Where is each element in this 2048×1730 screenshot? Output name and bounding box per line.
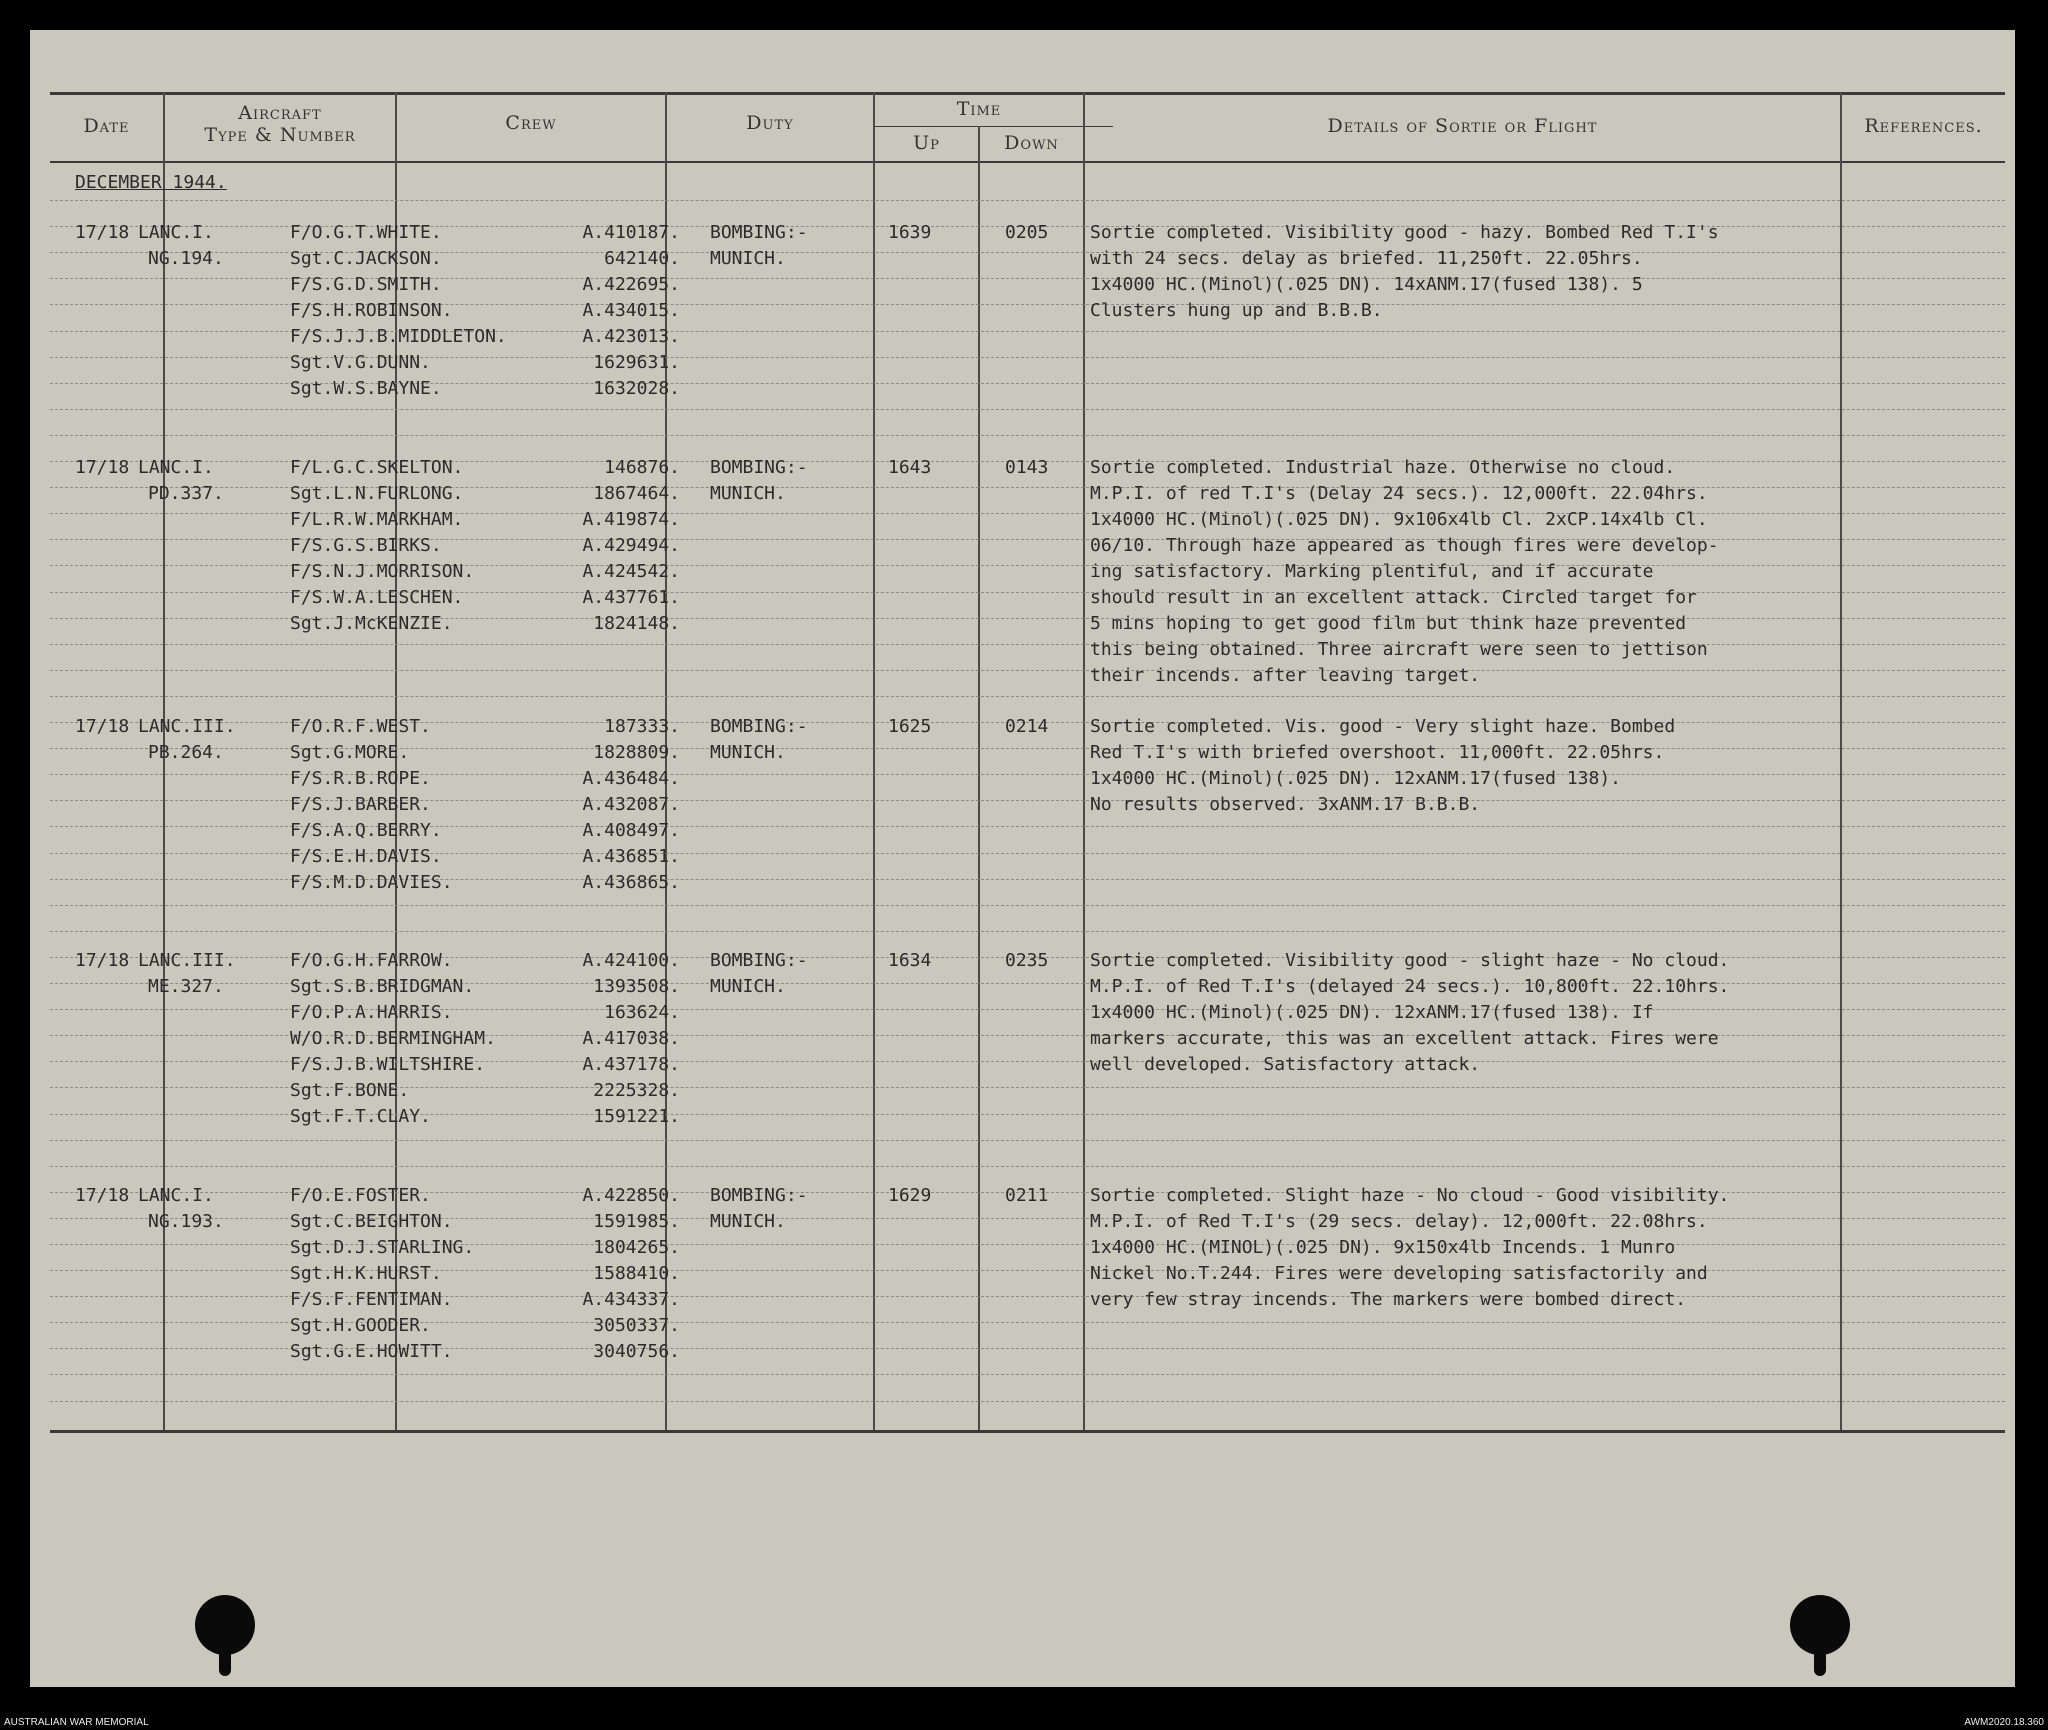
detail-line: Sortie completed. Vis. good - Very slight haze. Bombed: [1090, 716, 1676, 737]
duty-type: BOMBING:-: [710, 950, 808, 971]
sortie-date: 17/18: [75, 457, 130, 478]
crew-name: F/S.G.S.BIRKS.: [290, 535, 442, 556]
time-down: 0143: [1005, 457, 1049, 478]
crew-member: [290, 246, 680, 272]
crew-member: [290, 455, 680, 481]
header-details: Details of Sortie or Flight: [1327, 115, 1598, 137]
crew-name: Sgt.S.B.BRIDGMAN.: [290, 976, 475, 997]
ruled-line: [50, 1374, 2005, 1375]
crew-service-number: 1828809.: [593, 742, 680, 763]
sortie-date: 17/18: [75, 716, 130, 737]
detail-line: 1x4000 HC.(Minol)(.025 DN). 9x106x4lb Cl. 2xCP.14x4lb Cl.: [1090, 509, 1708, 530]
detail-line: No results observed. 3xANM.17 B.B.B.: [1090, 794, 1481, 815]
crew-service-number: A.422695.: [582, 274, 680, 295]
top-rule: [50, 92, 2005, 95]
crew-name: Sgt.L.N.FURLONG.: [290, 483, 464, 504]
crew-member: [290, 533, 680, 559]
footer-reference: AWM2020.18.360: [1964, 1717, 2044, 1728]
detail-line: 5 mins hoping to get good film but think haze prevented: [1090, 613, 1687, 634]
crew-member: [290, 585, 680, 611]
crew-member: [290, 1313, 680, 1339]
aircraft-number: NG.193.: [148, 1211, 224, 1232]
header-aircraft-type: Type & Number: [204, 124, 356, 146]
crew-member: [290, 766, 680, 792]
detail-line: Sortie completed. Slight haze - No cloud - Good visibility.: [1090, 1185, 1730, 1206]
crew-member: [290, 611, 680, 637]
crew-member: [290, 1339, 680, 1365]
aircraft-type: LANC.III.: [138, 716, 236, 737]
crew-name: W/O.R.D.BERMINGHAM.: [290, 1028, 496, 1049]
crew-service-number: A.434337.: [582, 1289, 680, 1310]
duty-target: MUNICH.: [710, 976, 786, 997]
crew-name: F/O.R.F.WEST.: [290, 716, 431, 737]
header-aircraft: Aircraft: [238, 102, 322, 124]
crew-member: [290, 481, 680, 507]
crew-name: Sgt.C.JACKSON.: [290, 248, 442, 269]
aircraft-type: LANC.I.: [138, 457, 214, 478]
crew-name: F/L.G.C.SKELTON.: [290, 457, 464, 478]
binder-peg-right: [1814, 1630, 1826, 1676]
crew-service-number: 1588410.: [593, 1263, 680, 1284]
duty-type: BOMBING:-: [710, 716, 808, 737]
sortie-date: 17/18: [75, 950, 130, 971]
time-up: 1639: [888, 222, 932, 243]
crew-name: F/S.J.B.WILTSHIRE.: [290, 1054, 486, 1075]
time-up: 1625: [888, 716, 932, 737]
ruled-line: [50, 1401, 2005, 1402]
crew-member: [290, 559, 680, 585]
crew-service-number: 1867464.: [593, 483, 680, 504]
crew-name: F/S.A.Q.BERRY.: [290, 820, 442, 841]
binder-peg-left: [219, 1630, 231, 1676]
detail-line: with 24 secs. delay as briefed. 11,250ft. 22.05hrs.: [1090, 248, 1643, 269]
crew-service-number: 146876.: [604, 457, 680, 478]
crew-service-number: 1804265.: [593, 1237, 680, 1258]
crew-name: Sgt.G.MORE.: [290, 742, 410, 763]
detail-line: 06/10. Through haze appeared as though fires were develop-: [1090, 535, 1719, 556]
crew-member: [290, 1287, 680, 1313]
crew-service-number: 2225328.: [593, 1080, 680, 1101]
ruled-line: [50, 1166, 2005, 1167]
time-up: 1643: [888, 457, 932, 478]
crew-service-number: 1824148.: [593, 613, 680, 634]
crew-service-number: A.424542.: [582, 561, 680, 582]
crew-name: F/S.J.BARBER.: [290, 794, 431, 815]
crew-member: [290, 974, 680, 1000]
crew-member: [290, 792, 680, 818]
crew-service-number: 1393508.: [593, 976, 680, 997]
crew-service-number: 3040756.: [593, 1341, 680, 1362]
crew-service-number: A.436484.: [582, 768, 680, 789]
detail-line: Nickel No.T.244. Fires were developing satisfactorily and: [1090, 1263, 1708, 1284]
detail-line: this being obtained. Three aircraft were seen to jettison: [1090, 639, 1708, 660]
aircraft-type: LANC.I.: [138, 1185, 214, 1206]
header-time: Time: [956, 98, 1002, 120]
crew-name: F/S.M.D.DAVIES.: [290, 872, 453, 893]
col-line: [1840, 92, 1842, 1430]
crew-name: Sgt.C.BEIGHTON.: [290, 1211, 453, 1232]
sortie-date: 17/18: [75, 222, 130, 243]
crew-member: [290, 1209, 680, 1235]
aircraft-number: PB.264.: [148, 742, 224, 763]
aircraft-number: PD.337.: [148, 483, 224, 504]
crew-service-number: A.422850.: [582, 1185, 680, 1206]
crew-name: Sgt.J.McKENZIE.: [290, 613, 453, 634]
col-line: [1083, 92, 1085, 1430]
duty-target: MUNICH.: [710, 742, 786, 763]
detail-line: very few stray incends. The markers were bombed direct.: [1090, 1289, 1687, 1310]
crew-name: Sgt.F.BONE.: [290, 1080, 410, 1101]
crew-service-number: A.437761.: [582, 587, 680, 608]
crew-service-number: 642140.: [604, 248, 680, 269]
crew-member: [290, 1000, 680, 1026]
crew-name: F/S.G.D.SMITH.: [290, 274, 442, 295]
crew-name: F/S.H.ROBINSON.: [290, 300, 453, 321]
crew-name: Sgt.V.G.DUNN.: [290, 352, 431, 373]
crew-service-number: A.432087.: [582, 794, 680, 815]
crew-name: F/S.J.J.B.MIDDLETON.: [290, 326, 507, 347]
detail-line: 1x4000 HC.(MINOL)(.025 DN). 9x150x4lb Incends. 1 Munro: [1090, 1237, 1676, 1258]
detail-line: should result in an excellent attack. Circled target for: [1090, 587, 1697, 608]
time-up: 1629: [888, 1185, 932, 1206]
col-line: [873, 92, 875, 1430]
month-label: DECEMBER 1944.: [75, 172, 227, 193]
crew-service-number: A.408497.: [582, 820, 680, 841]
crew-name: Sgt.F.T.CLAY.: [290, 1106, 431, 1127]
crew-service-number: 187333.: [604, 716, 680, 737]
crew-name: F/S.W.A.LESCHEN.: [290, 587, 464, 608]
detail-line: Clusters hung up and B.B.B.: [1090, 300, 1383, 321]
ruled-line: [50, 200, 2005, 201]
detail-line: their incends. after leaving target.: [1090, 665, 1481, 686]
crew-service-number: A.423013.: [582, 326, 680, 347]
crew-member: [290, 740, 680, 766]
crew-member: [290, 272, 680, 298]
crew-service-number: 1591221.: [593, 1106, 680, 1127]
crew-name: F/O.G.H.FARROW.: [290, 950, 453, 971]
time-down: 0205: [1005, 222, 1049, 243]
detail-line: 1x4000 HC.(Minol)(.025 DN). 12xANM.17(fused 138). If: [1090, 1002, 1654, 1023]
crew-member: [290, 1183, 680, 1209]
detail-line: Sortie completed. Visibility good - hazy. Bombed Red T.I's: [1090, 222, 1719, 243]
ruled-line: [50, 696, 2005, 697]
aircraft-number: ME.327.: [148, 976, 224, 997]
footer-source: AUSTRALIAN WAR MEMORIAL: [4, 1717, 149, 1728]
crew-service-number: A.437178.: [582, 1054, 680, 1075]
crew-service-number: A.410187.: [582, 222, 680, 243]
crew-member: [290, 844, 680, 870]
time-up: 1634: [888, 950, 932, 971]
crew-name: F/O.P.A.HARRIS.: [290, 1002, 453, 1023]
duty-target: MUNICH.: [710, 483, 786, 504]
record-sheet: [30, 30, 2015, 1687]
ruled-line: [50, 670, 2005, 671]
crew-member: [290, 1052, 680, 1078]
crew-name: F/S.F.FENTIMAN.: [290, 1289, 453, 1310]
header-duty: Duty: [746, 112, 794, 134]
crew-service-number: A.417038.: [582, 1028, 680, 1049]
detail-line: 1x4000 HC.(Minol)(.025 DN). 12xANM.17(fused 138).: [1090, 768, 1622, 789]
ruled-line: [50, 931, 2005, 932]
crew-name: F/S.N.J.MORRISON.: [290, 561, 475, 582]
crew-service-number: A.419874.: [582, 509, 680, 530]
header-references: References.: [1864, 115, 1983, 137]
crew-member: [290, 1235, 680, 1261]
crew-name: Sgt.H.GOODER.: [290, 1315, 431, 1336]
duty-type: BOMBING:-: [710, 222, 808, 243]
col-line: [978, 126, 980, 1430]
crew-service-number: 1591985.: [593, 1211, 680, 1232]
detail-line: Red T.I's with briefed overshoot. 11,000ft. 22.05hrs.: [1090, 742, 1665, 763]
crew-member: [290, 714, 680, 740]
crew-member: [290, 376, 680, 402]
detail-line: well developed. Satisfactory attack.: [1090, 1054, 1481, 1075]
crew-service-number: A.436865.: [582, 872, 680, 893]
header-rule: [50, 161, 2005, 163]
crew-member: [290, 220, 680, 246]
ruled-line: [50, 1140, 2005, 1141]
header-date: Date: [83, 115, 130, 137]
detail-line: M.P.I. of red T.I's (Delay 24 secs.). 12,000ft. 22.04hrs.: [1090, 483, 1708, 504]
crew-name: F/S.E.H.DAVIS.: [290, 846, 442, 867]
crew-name: F/O.G.T.WHITE.: [290, 222, 442, 243]
crew-member: [290, 1104, 680, 1130]
aircraft-type: LANC.III.: [138, 950, 236, 971]
time-down: 0235: [1005, 950, 1049, 971]
crew-name: Sgt.D.J.STARLING.: [290, 1237, 475, 1258]
ruled-line: [50, 409, 2005, 410]
detail-line: M.P.I. of Red T.I's (delayed 24 secs.). 10,800ft. 22.10hrs.: [1090, 976, 1730, 997]
aircraft-number: NG.194.: [148, 248, 224, 269]
crew-member: [290, 1078, 680, 1104]
crew-name: F/L.R.W.MARKHAM.: [290, 509, 464, 530]
crew-member: [290, 350, 680, 376]
crew-member: [290, 298, 680, 324]
ruled-line: [50, 905, 2005, 906]
crew-service-number: 163624.: [604, 1002, 680, 1023]
crew-name: F/O.E.FOSTER.: [290, 1185, 431, 1206]
duty-type: BOMBING:-: [710, 457, 808, 478]
crew-service-number: A.434015.: [582, 300, 680, 321]
detail-line: ing satisfactory. Marking plentiful, and if accurate: [1090, 561, 1654, 582]
detail-line: markers accurate, this was an excellent attack. Fires were: [1090, 1028, 1719, 1049]
duty-type: BOMBING:-: [710, 1185, 808, 1206]
sortie-date: 17/18: [75, 1185, 130, 1206]
ruled-line: [50, 644, 2005, 645]
crew-name: Sgt.G.E.HOWITT.: [290, 1341, 453, 1362]
crew-service-number: A.436851.: [582, 846, 680, 867]
crew-service-number: 3050337.: [593, 1315, 680, 1336]
crew-service-number: 1629631.: [593, 352, 680, 373]
bottom-rule: [50, 1430, 2005, 1433]
time-sub-rule: [873, 126, 1113, 127]
crew-member: [290, 818, 680, 844]
crew-member: [290, 1026, 680, 1052]
detail-line: 1x4000 HC.(Minol)(.025 DN). 14xANM.17(fused 138). 5: [1090, 274, 1643, 295]
crew-name: Sgt.H.K.HURST.: [290, 1263, 442, 1284]
aircraft-type: LANC.I.: [138, 222, 214, 243]
crew-member: [290, 324, 680, 350]
crew-member: [290, 1261, 680, 1287]
crew-service-number: 1632028.: [593, 378, 680, 399]
time-down: 0214: [1005, 716, 1049, 737]
duty-target: MUNICH.: [710, 1211, 786, 1232]
detail-line: Sortie completed. Industrial haze. Otherwise no cloud.: [1090, 457, 1676, 478]
crew-name: F/S.R.B.ROPE.: [290, 768, 431, 789]
crew-service-number: A.429494.: [582, 535, 680, 556]
detail-line: M.P.I. of Red T.I's (29 secs. delay). 12,000ft. 22.08hrs.: [1090, 1211, 1708, 1232]
crew-member: [290, 870, 680, 896]
header-crew: Crew: [505, 112, 557, 134]
header-up: Up: [913, 132, 940, 154]
time-down: 0211: [1005, 1185, 1049, 1206]
detail-line: Sortie completed. Visibility good - slight haze - No cloud.: [1090, 950, 1730, 971]
crew-member: [290, 507, 680, 533]
ruled-line: [50, 435, 2005, 436]
crew-service-number: A.424100.: [582, 950, 680, 971]
crew-name: Sgt.W.S.BAYNE.: [290, 378, 442, 399]
duty-target: MUNICH.: [710, 248, 786, 269]
crew-member: [290, 948, 680, 974]
header-down: Down: [1004, 132, 1059, 154]
